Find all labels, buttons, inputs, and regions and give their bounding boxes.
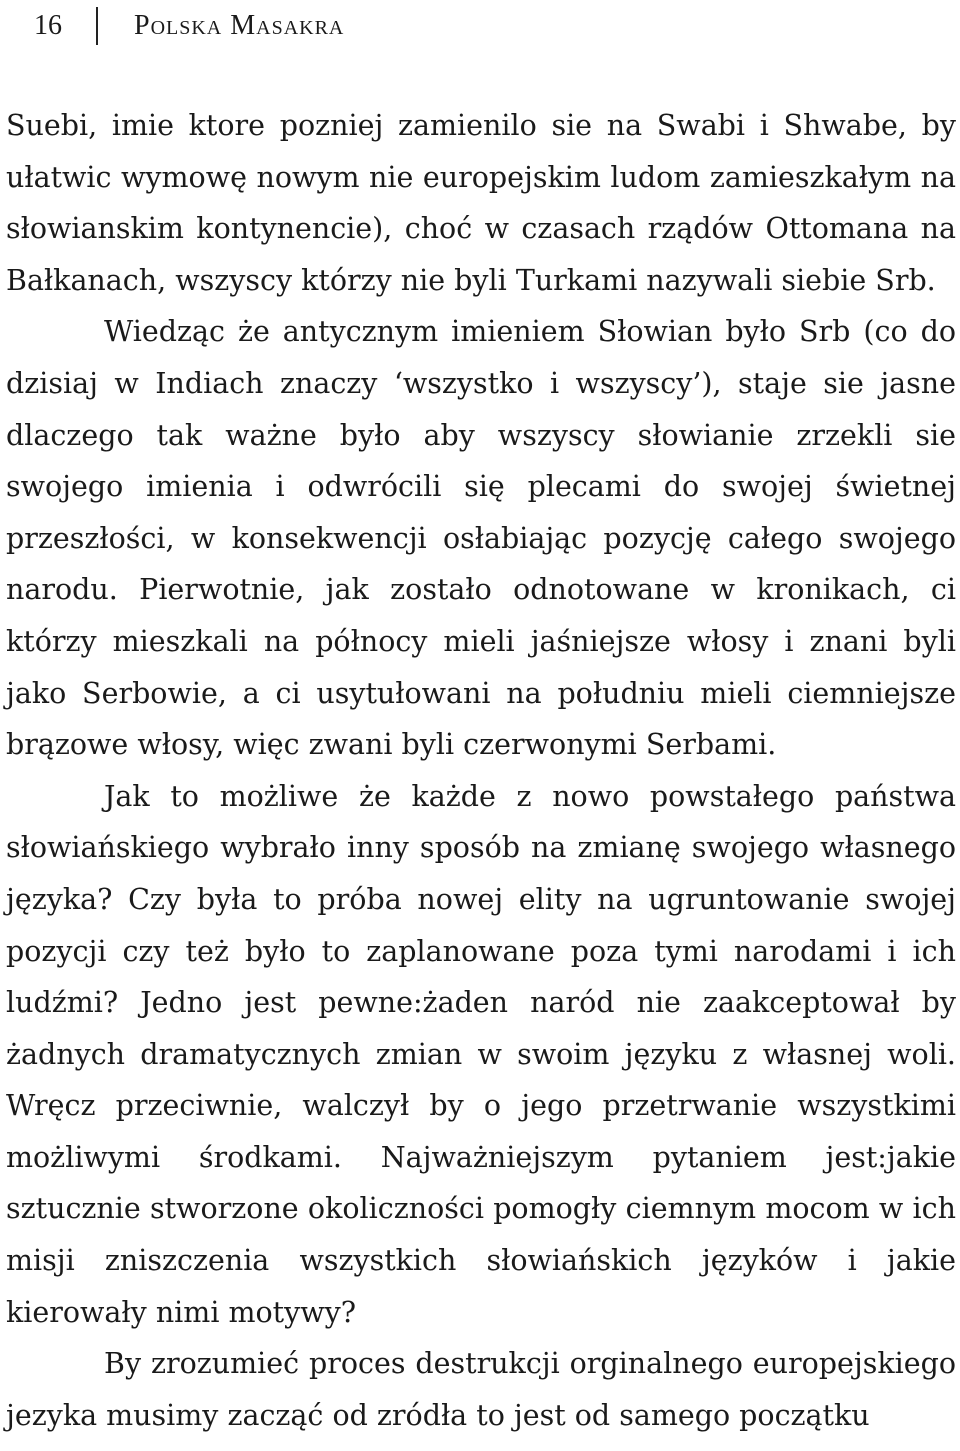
paragraph: Wiedząc że antycznym imieniem Słowian było Srb (co do dzisiaj w Indiach znaczy ‘wszystko i wszyscy’), staje sie jasne dlaczego tak ważne było aby wszyscy słowianie zrzekli sie swojego imienia i odwrócili się plecami do swojej świetnej przeszłości, w konsekwencji osłabiając pozycję całego swojego narodu. Pierwotnie, jak zostało odnotowane w kronikach, ci którzy mieszkali na północy mieli jaśniejsze włosy i znani byli jako Serbowie, a ci usytułowani na południu mieli ciemniejsze brązowe włosy, więc zwani byli czerwonymi Serbami. [6, 315, 956, 762]
running-header [0, 4, 344, 48]
book-title: Polska Masakra [134, 10, 345, 41]
paragraph: By zrozumieć proces destrukcji orginalnego europejskiego jezyka musimy zacząć od zródła to jest od samego początku [6, 1347, 956, 1432]
page-number: 16 [34, 10, 62, 41]
paragraph: Jak to możliwe że każde z nowo powstałego państwa słowiańskiego wybrało inny sposób na zmianę swojego własnego języka? Czy była to próba nowej elity na ugruntowanie swojej pozycji czy też było to zaplanowane poza tymi narodami i ich ludźmi? Jedno jest pewne:żaden naród nie zaakceptował by żadnych dramatycznych zmian w swoim języku z własnej woli. Wręcz przeciwnie, walczył by o jego przetrwanie wszystkimi możliwymi środkami. Najważniejszym pytaniem jest:jakie sztucznie stworzone okoliczności pomogły ciemnym mocom w ich misji zniszczenia wszystkich słowiańskich języków i jakie kierowały nimi motywy? [6, 779, 956, 1329]
paragraph-continuation: Suebi, imie ktore pozniej zamienilo sie na Swabi i Shwabe, by ułatwic wymowę nowym nie europejskim ludom zamieszkałym na słowianskim kontynencie), choć w czasach rządów Ottomana na Bałkanach, wszyscy którzy nie byli Turkami nazywali siebie Srb. [6, 109, 956, 297]
body-text [6, 100, 956, 1441]
header-divider [96, 7, 98, 45]
